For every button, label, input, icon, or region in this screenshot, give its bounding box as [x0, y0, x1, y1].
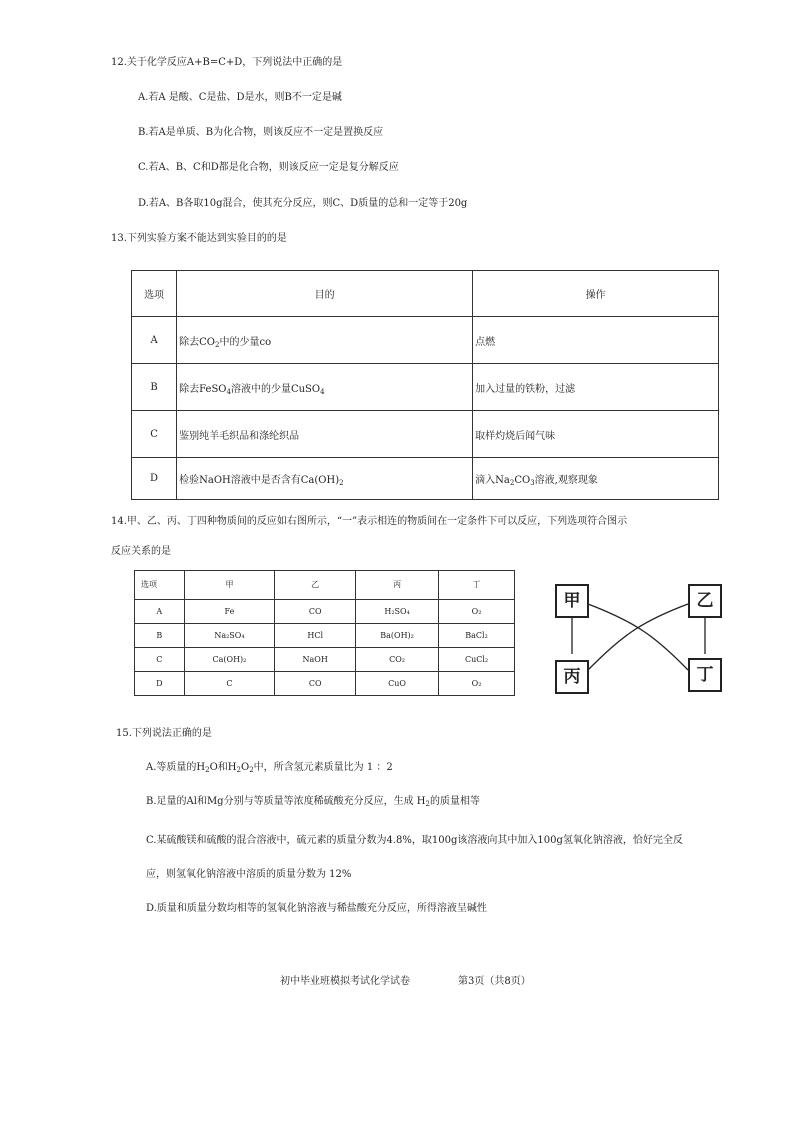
row-goal: 鉴别纯羊毛织品和涤纶织品: [177, 411, 473, 458]
cell: CuCl₂: [439, 647, 515, 671]
q12-option-a: A.若A 是酸、C是盐、D是水，则B不一定是碱: [138, 92, 342, 103]
header-ding: 丁: [439, 571, 515, 600]
cell: Ca(OH)₂: [184, 647, 275, 671]
cell: NaOH: [275, 647, 356, 671]
cell: A: [135, 599, 185, 623]
row-operation: 取样灼烧后闻气味: [473, 411, 719, 458]
cell: H₂SO₄: [356, 599, 439, 623]
cell: O₂: [439, 671, 515, 695]
footer-title: 初中毕业班模拟考试化学试卷: [280, 976, 410, 987]
cell: B: [135, 623, 185, 647]
row-goal: 除去FeSO$_4$溶液中的少量CuSO$_4$: [177, 364, 473, 411]
table-row: [132, 364, 719, 411]
footer-page: 第3页（共8页）: [458, 976, 531, 987]
table-row: [132, 411, 719, 458]
connector-jia-ding: [588, 604, 688, 670]
header-bing: 丙: [356, 571, 439, 600]
table-row: [135, 647, 515, 671]
q13-table: [131, 270, 719, 500]
header-operation: 操作: [473, 271, 719, 317]
table-row: [135, 671, 515, 695]
cell: C: [184, 671, 275, 695]
cell: D: [135, 671, 185, 695]
table-header-row: [132, 271, 719, 317]
cell: CO: [275, 671, 356, 695]
q14-stem-line1: 14.甲、乙、丙、丁四种物质间的反应如右图所示，“一”表示相连的物质间在一定条件下可以反应，下列选项符合图示: [111, 516, 628, 527]
q12-stem: 12.关于化学反应A+B=C+D，下列说法中正确的是: [111, 57, 343, 68]
node-jia: 甲: [555, 584, 589, 618]
q15-option-c-line1: C.某硫酸镁和硫酸的混合溶液中，硫元素的质量分数为4.8%，取100g该溶液向其中加入100g氢氧化钠溶液，恰好完全反: [146, 835, 683, 846]
header-jia: 甲: [184, 571, 275, 600]
table-row: [135, 599, 515, 623]
q15-option-d: D.质量和质量分数均相等的氢氧化钠溶液与稀盐酸充分反应，所得溶液呈碱性: [146, 903, 487, 914]
header-yi: 乙: [275, 571, 356, 600]
q12-option-c: C.若A、B、C和D都是化合物，则该反应一定是复分解反应: [138, 162, 399, 173]
cell: HCl: [275, 623, 356, 647]
connector-yi-bing: [588, 604, 688, 670]
row-goal: 除去$CO_2$中的少量co: [177, 317, 473, 364]
table-row: [135, 623, 515, 647]
cell: Ba(OH)₂: [356, 623, 439, 647]
q14-stem-line2: 反应关系的是: [111, 546, 171, 557]
cell: Na₂SO₄: [184, 623, 275, 647]
node-bing: 丙: [555, 660, 589, 694]
row-operation: 加入过量的铁粉，过滤: [473, 364, 719, 411]
cell: CO₂: [356, 647, 439, 671]
q15-option-c-line2: 应，则氢氧化钠溶液中溶质的质量分数为 12%: [146, 869, 352, 880]
reaction-diagram: [540, 574, 726, 700]
cell: Fe: [184, 599, 275, 623]
row-goal: 检验NaOH溶液中是否含有$Ca(OH)_2$: [177, 458, 473, 500]
cell: CuO: [356, 671, 439, 695]
row-option: D: [132, 458, 177, 500]
table-row: [132, 317, 719, 364]
header-option: 选项: [135, 571, 185, 600]
row-operation: 滴入$Na_2CO_3$溶液,观察现象: [473, 458, 719, 500]
q14-table: [134, 570, 515, 696]
q12-option-b: B.若A是单质、B为化合物，则该反应不一定是置换反应: [138, 127, 384, 138]
cell: BaCl₂: [439, 623, 515, 647]
q15-option-b: B.足量的Al和Mg分别与等质量等浓度稀硫酸充分反应，生成 $H_2$的质量相等: [146, 796, 480, 808]
header-option: 选项: [132, 271, 177, 317]
q15-stem: 15.下列说法正确的是: [116, 728, 212, 739]
cell: CO: [275, 599, 356, 623]
cell: O₂: [439, 599, 515, 623]
row-option: B: [132, 364, 177, 411]
q12-option-d: D.若A、B各取10g混合，使其充分反应，则C、D质量的总和一定等于20g: [138, 198, 468, 209]
row-operation: 点燃: [473, 317, 719, 364]
node-yi: 乙: [688, 584, 722, 618]
table-row: [132, 458, 719, 500]
cell: C: [135, 647, 185, 671]
table-header-row: [135, 571, 515, 600]
header-goal: 目的: [177, 271, 473, 317]
q15-option-a: A.等质量的$H_2O$和$H_2O_2$中，所含氢元素质量比为 1 ：2: [146, 762, 393, 774]
row-option: C: [132, 411, 177, 458]
q13-stem: 13.下列实验方案不能达到实验目的的是: [111, 233, 287, 244]
node-ding: 丁: [688, 658, 722, 692]
row-option: A: [132, 317, 177, 364]
